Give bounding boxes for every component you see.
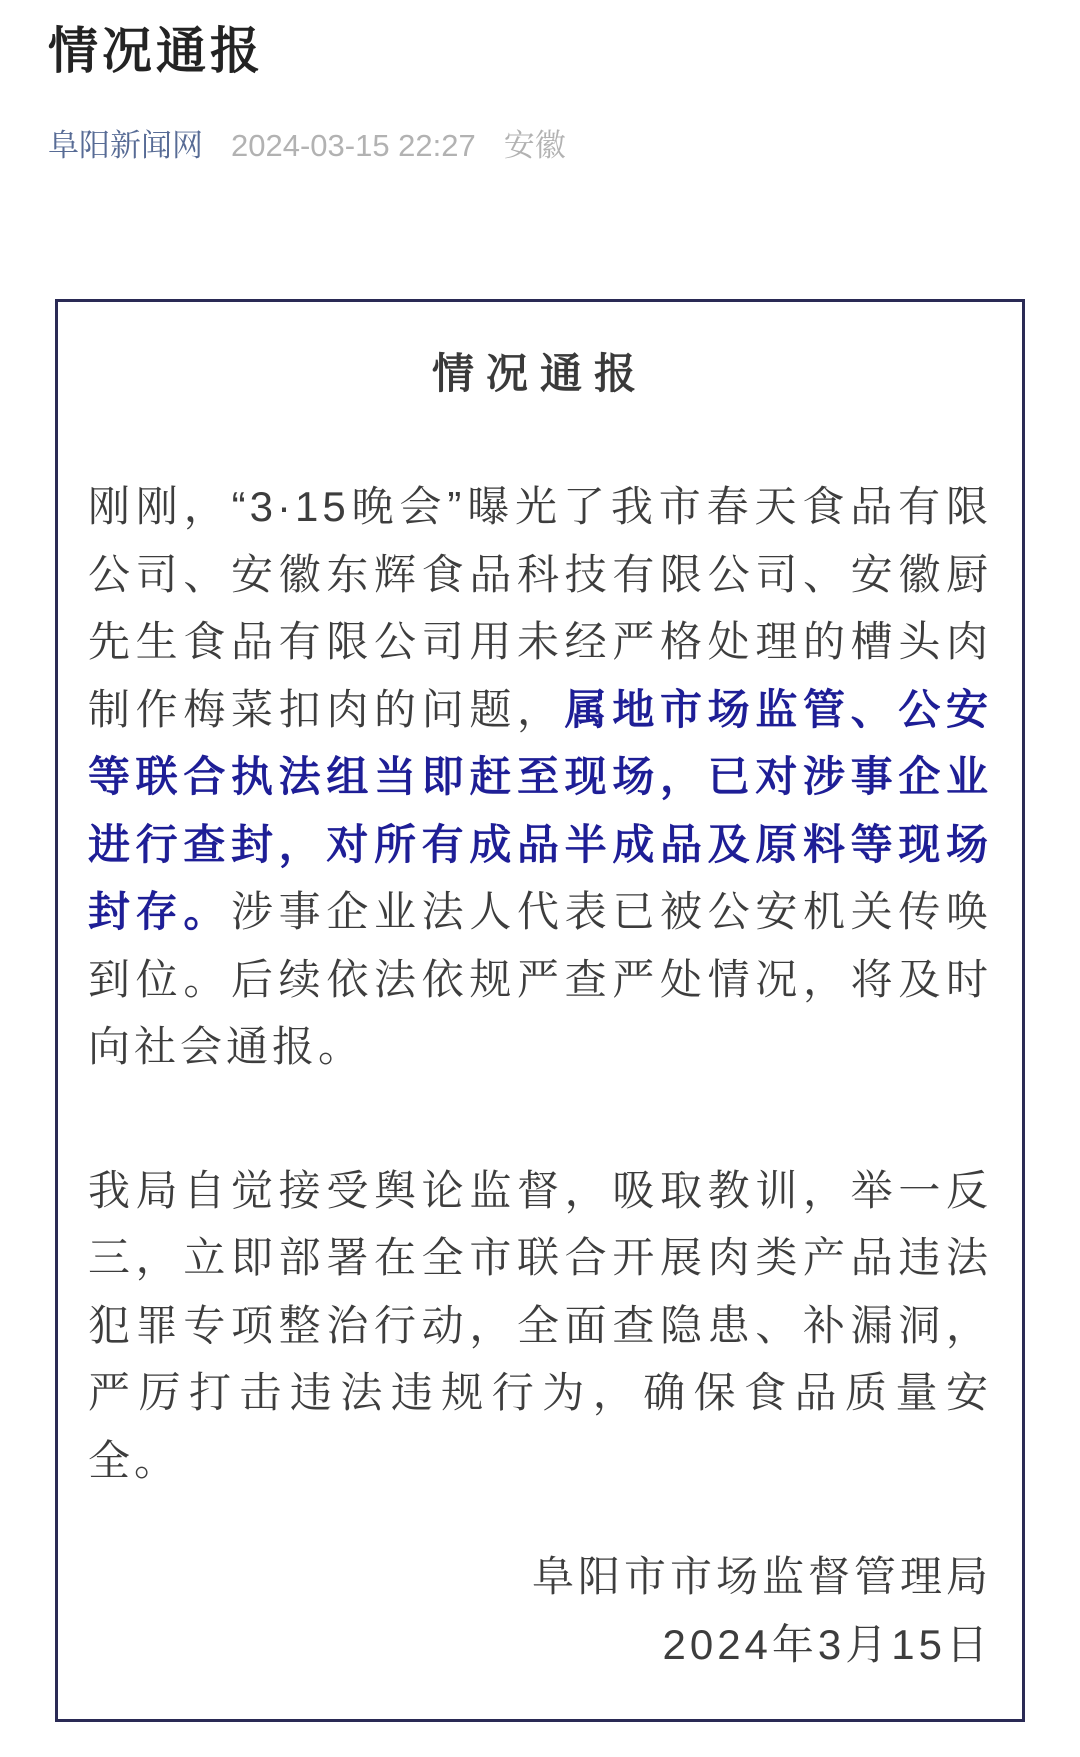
signature-date: 2024年3月15日: [662, 1620, 992, 1668]
notice-title: 情况通报: [431, 350, 648, 397]
notice-paragraph-1: [88, 473, 992, 1081]
source-link[interactable]: 阜阳新闻网: [48, 128, 203, 163]
paragraph-1-lead: 刚刚，“3·15晚会”曝光了我市春天食品有限公司、安徽东辉食品科技有限公司、安徽厨先生食品有限公司用未经严格处理的槽头肉制作梅菜扣肉的问题，: [88, 483, 992, 733]
article-meta: [48, 128, 1032, 164]
notice-signature: [88, 1543, 992, 1678]
paragraph-1-emphasis: 属地市场监管、公安等联合执法组当即赶至现场，已对涉事企业进行查封，对所有成品半成品及原料等现场封存。: [88, 685, 992, 935]
notice-box: [55, 299, 1025, 1722]
notice-paragraph-2: 我局自觉接受舆论监督，吸取教训，举一反三，立即部署在全市联合开展肉类产品违法犯罪专项整治行动，全面查隐患、补漏洞，严厉打击违法违规行为，确保食品质量安全。: [88, 1166, 992, 1484]
publish-datetime: 2024-03-15 22:27: [231, 128, 476, 163]
region-label: 安徽: [503, 128, 566, 163]
paragraph-1-tail: 涉事企业法人代表已被公安机关传唤到位。后续依法依规严查严处情况，将及时向社会通报。: [88, 888, 992, 1070]
signature-org: 阜阳市市场监督管理局: [531, 1553, 992, 1600]
page-title: 情况通报: [48, 23, 264, 79]
article-header: [0, 0, 1080, 164]
